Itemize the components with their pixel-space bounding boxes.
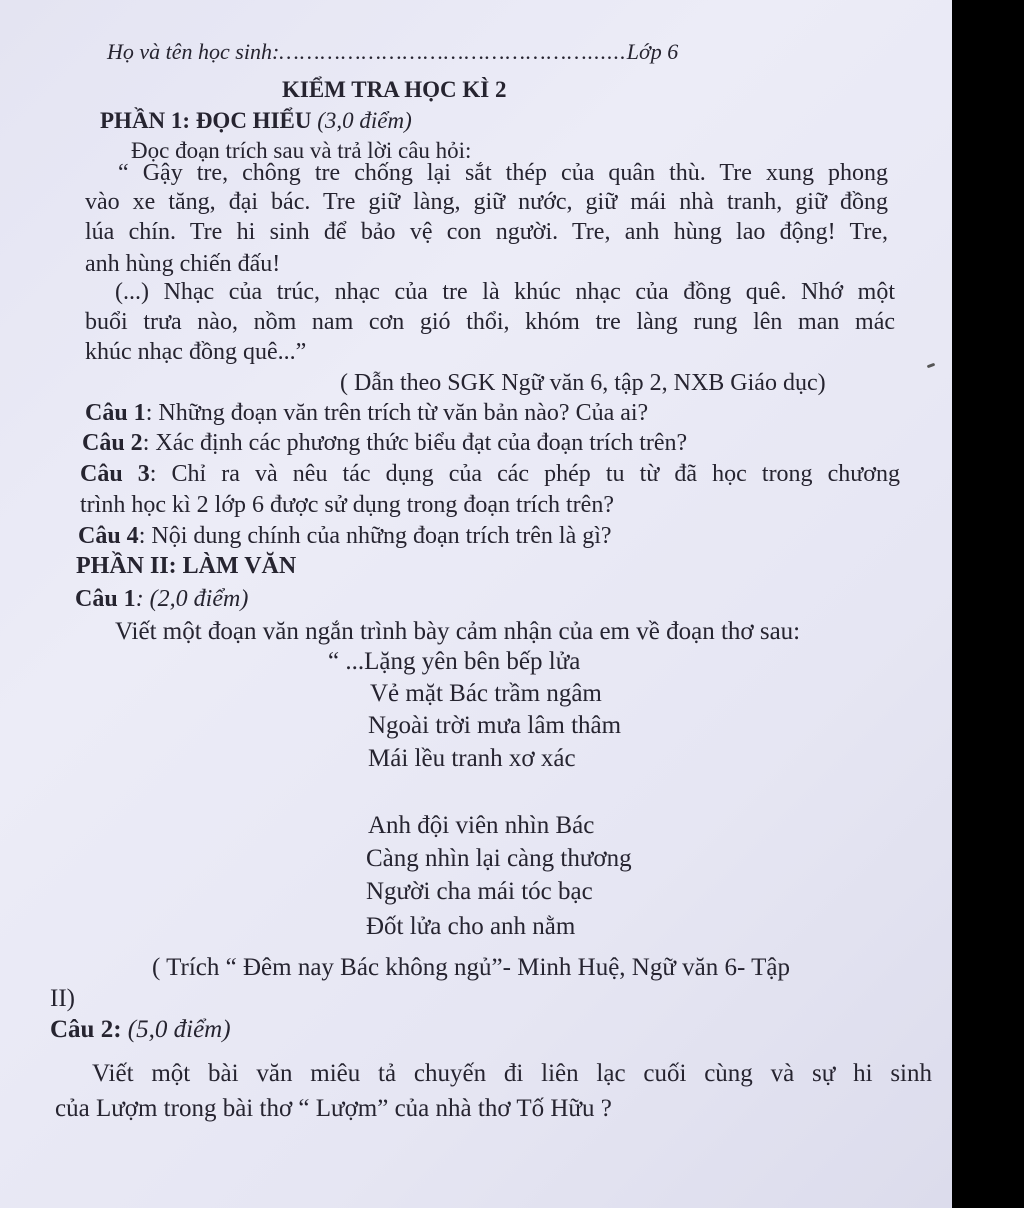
- poem-line: Mái lều tranh xơ xác: [368, 745, 576, 772]
- passage-line: buổi trưa nào, nồm nam cơn gió thổi, khóm tre làng rung lên man mác: [85, 309, 895, 335]
- question-label: Câu 3: [80, 461, 150, 487]
- part1-heading-line: [100, 107, 412, 135]
- question-1: [85, 399, 648, 427]
- part2-q2-prompt-line: Viết một bài văn miêu tả chuyến đi liên lạc cuối cùng và sự hi sinh: [92, 1060, 932, 1087]
- passage-source: ( Dẫn theo SGK Ngữ văn 6, tập 2, NXB Giáo dục): [340, 370, 826, 396]
- passage-line: lúa chín. Tre hi sinh để bảo vệ con người. Tre, anh hùng lao động! Tre,: [85, 219, 888, 245]
- passage-line: (...) Nhạc của trúc, nhạc của tre là khúc nhạc của đồng quê. Nhớ một: [115, 279, 895, 305]
- passage-line: “ Gậy tre, chông tre chống lại sắt thép của quân thù. Tre xung phong: [118, 160, 888, 186]
- student-name-label: Họ và tên học sinh:: [107, 39, 280, 64]
- question-3: [80, 460, 900, 488]
- question-4: [78, 522, 612, 550]
- question-label: Câu 2: [82, 430, 143, 456]
- question-label: Câu 2:: [50, 1016, 122, 1043]
- poem-citation-continued: II): [50, 985, 75, 1012]
- class-label: Lớp 6: [626, 39, 679, 64]
- question-text: : Những đoạn văn trên trích từ văn bản nào? Của ai?: [145, 400, 649, 426]
- passage-line: khúc nhạc đồng quê...”: [85, 339, 307, 365]
- question-2: [82, 429, 687, 457]
- poem-line: Càng nhìn lại càng thương: [366, 845, 632, 872]
- question-label: Câu 1: [85, 400, 146, 426]
- part2-q2-prompt-line: của Lượm trong bài thơ “ Lượm” của nhà thơ Tố Hữu ?: [55, 1095, 612, 1122]
- question-text: : Xác định các phương thức biểu đạt của đoạn trích trên?: [142, 430, 688, 456]
- question-points: : (2,0 điểm): [135, 586, 249, 612]
- poem-line: Người cha mái tóc bạc: [366, 878, 593, 905]
- question-text: : Nội dung chính của những đoạn trích trên là gì?: [138, 523, 612, 549]
- poem-line: Vẻ mặt Bác trầm ngâm: [370, 680, 602, 707]
- part1-heading: PHẦN 1: ĐỌC HIỂU: [100, 108, 312, 133]
- poem-line: “ ...Lặng yên bên bếp lửa: [328, 648, 581, 675]
- part1-points: (3,0 điểm): [317, 108, 412, 133]
- poem-line: Anh đội viên nhìn Bác: [368, 812, 595, 839]
- poem-line: Đốt lửa cho anh nằm: [366, 913, 576, 940]
- pen-mark: [927, 363, 936, 369]
- poem-citation: ( Trích “ Đêm nay Bác không ngủ”- Minh Huệ, Ngữ văn 6- Tập: [152, 954, 790, 981]
- part2-q2-heading: [50, 1016, 231, 1044]
- passage-line: anh hùng chiến đấu!: [85, 251, 281, 277]
- question-points: (5,0 điểm): [127, 1016, 231, 1043]
- question-3-continued: trình học kì 2 lớp 6 được sử dụng trong đoạn trích trên?: [80, 492, 614, 518]
- question-text: : Chỉ ra và nêu tác dụng của các phép tu từ đã học trong chương: [149, 461, 900, 487]
- passage-line: vào xe tăng, đại bác. Tre giữ làng, giữ nước, giữ mái nhà tranh, giữ đồng: [85, 189, 888, 215]
- question-label: Câu 1: [75, 586, 136, 612]
- part2-heading: PHẦN II: LÀM VĂN: [76, 553, 297, 579]
- exam-title: KIỂM TRA HỌC KÌ 2: [282, 77, 507, 102]
- name-dots: ………………………………………......: [279, 39, 627, 64]
- question-label: Câu 4: [78, 523, 139, 549]
- student-name-line: [107, 38, 678, 66]
- poem-line: Ngoài trời mưa lâm thâm: [368, 712, 622, 739]
- part2-q1-heading: [75, 585, 248, 613]
- part2-q1-prompt: Viết một đoạn văn ngắn trình bày cảm nhận của em về đoạn thơ sau:: [115, 618, 801, 645]
- part1-instruction: Đọc đoạn trích sau và trả lời câu hỏi:: [131, 138, 472, 163]
